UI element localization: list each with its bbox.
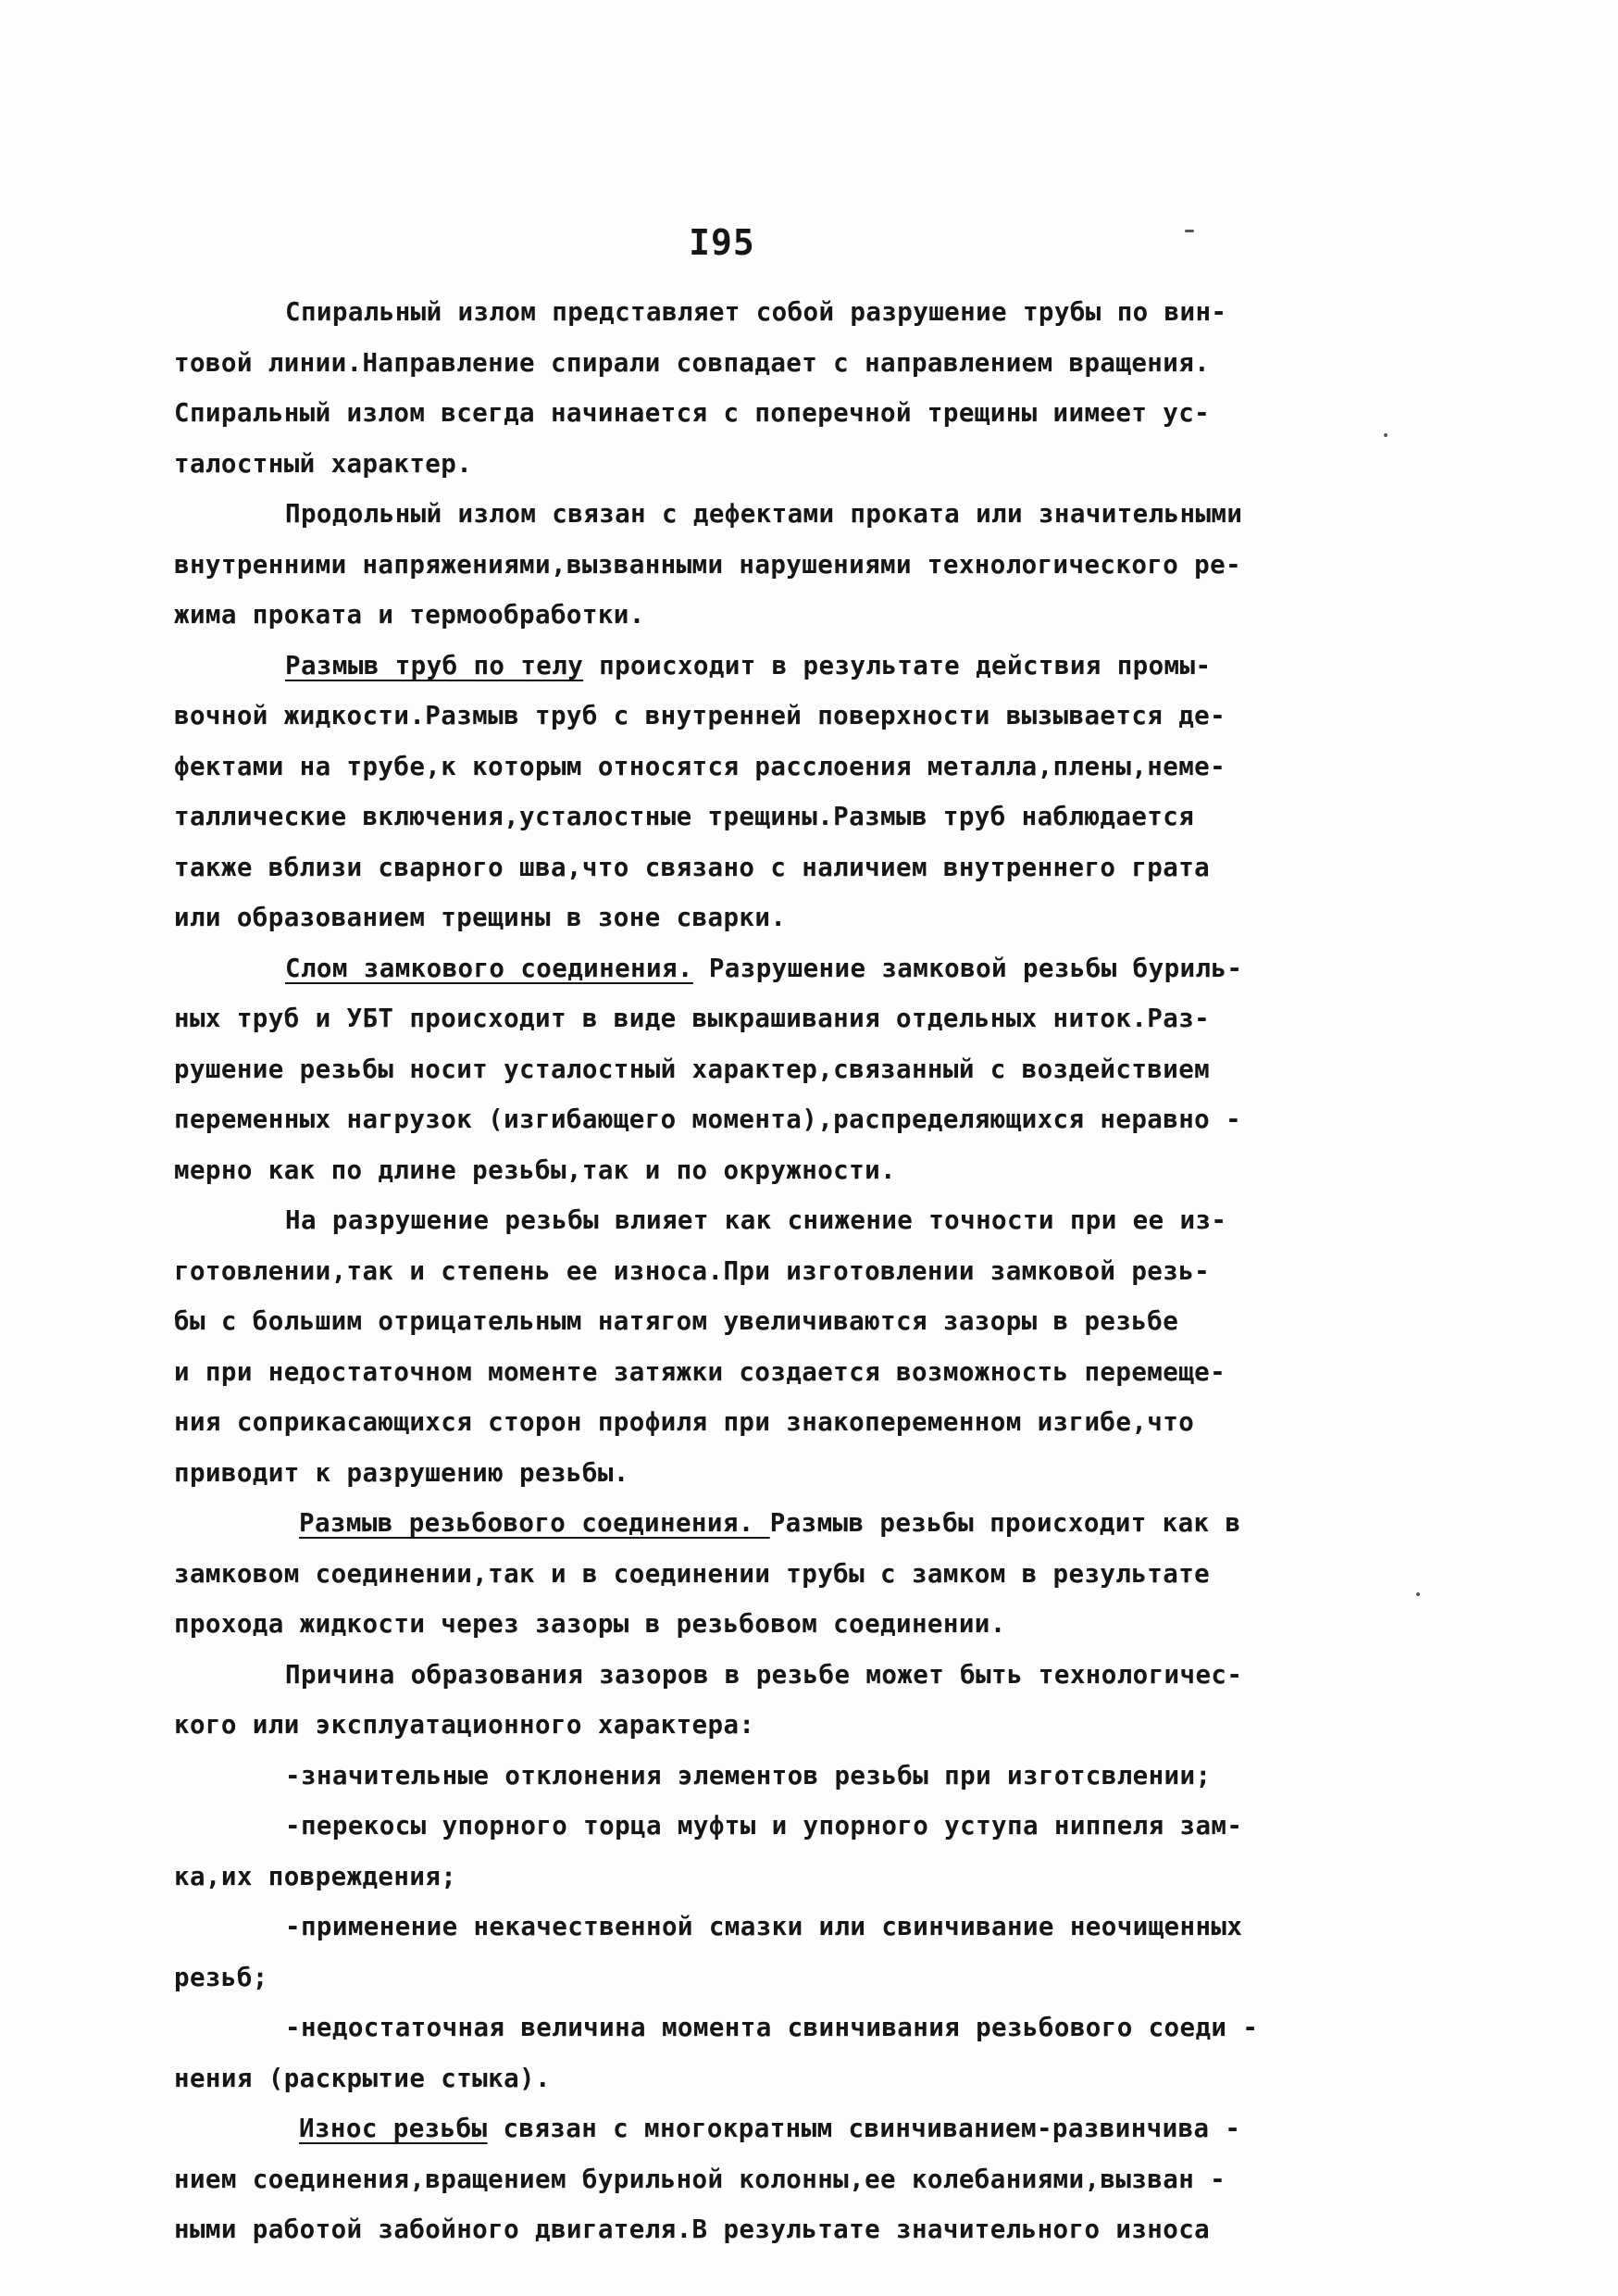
underlined-heading: Износ резьбы — [299, 2114, 488, 2143]
text-segment: Разрушение замковой резьбы буриль- — [692, 953, 1243, 983]
page-number: I95 — [689, 222, 755, 263]
underlined-heading: Размыв труб по телу — [285, 650, 584, 680]
text-line — [174, 1347, 1433, 1398]
text-line — [174, 1448, 1433, 1499]
text-line — [174, 993, 1433, 1044]
text-line — [174, 590, 1433, 641]
text-segment: прохода жидкости через зазоры в резьбовом соединении. — [174, 1609, 1006, 1639]
text-segment: ными работой забойного двигателя.В результате значительного износа — [174, 2215, 1211, 2244]
text-segment: готовлении,так и степень ее износа.При изготовлении замковой резь- — [174, 1255, 1211, 1286]
text-segment: ния соприкасающихся сторон профиля при знакопеременном изгибе,что — [174, 1407, 1195, 1437]
text-segment: также вблизи сварного шва,что связано с наличием внутреннего грата — [174, 852, 1211, 882]
text-line — [174, 1953, 1433, 2003]
text-line — [174, 1195, 1433, 1246]
text-segment: кого или эксплуатационного характера: — [174, 1710, 755, 1740]
text-line — [174, 1650, 1433, 1701]
text-line — [174, 439, 1433, 490]
text-line — [174, 2204, 1433, 2255]
text-line — [174, 2003, 1433, 2053]
text-line — [174, 1549, 1433, 1600]
text-line — [174, 1296, 1433, 1347]
scan-speck — [1185, 230, 1194, 232]
text-line — [174, 2154, 1433, 2205]
text-segment: нием соединения,вращением бурильной колонны,ее колебаниями,вызван - — [174, 2164, 1226, 2194]
text-segment: ка,их повреждения; — [174, 1861, 457, 1891]
text-line — [174, 1246, 1433, 1297]
text-segment: -перекосы упорного торца муфты и упорного уступа ниппеля зам- — [285, 1811, 1243, 1841]
text-line — [174, 1902, 1433, 1953]
text-line — [174, 338, 1433, 389]
text-segment: или образованием трещины в зоне сварки. — [174, 903, 787, 932]
text-segment: Спиральный излом представляет собой разрушение трубы по вин- — [285, 297, 1227, 327]
text-segment: связан с многократным свинчиванием-развинчива - — [487, 2114, 1241, 2143]
text-segment: замковом соединении,так и в соединении трубы с замком в результате — [174, 1558, 1211, 1589]
text-segment: фектами на трубе,к которым относятся расслоения металла,плены,неме- — [174, 751, 1226, 781]
text-segment: происходит в результате действия промы- — [583, 650, 1212, 680]
text-segment: Причина образования зазоров в резьбе может быть технологичес- — [285, 1659, 1243, 1690]
text-segment: жима проката и термообработки. — [174, 600, 645, 630]
text-line — [174, 1044, 1433, 1095]
text-line — [174, 1599, 1433, 1650]
scan-speck — [1416, 1592, 1420, 1596]
text-line — [174, 1700, 1433, 1751]
text-line — [174, 1094, 1433, 1145]
text-segment: -применение некачественной смазки или свинчивание неочищенных — [285, 1912, 1243, 1941]
text-segment: Спиральный излом всегда начинается с поперечной трещины иимеет ус- — [174, 398, 1211, 428]
text-line — [174, 1751, 1433, 1802]
text-segment: и при недостаточном моменте затяжки создается возможность перемеще- — [174, 1356, 1226, 1387]
text-segment: талостный характер. — [174, 448, 473, 479]
text-segment: Продольный излом связан с дефектами проката или значительными — [285, 499, 1243, 529]
text-segment: ных труб и УБТ происходит в виде выкрашивания отдельных ниток.Раз- — [174, 1004, 1211, 1033]
text-line — [174, 943, 1433, 994]
text-segment: приводит к разрушению резьбы. — [174, 1457, 629, 1488]
text-line — [174, 691, 1433, 742]
text-line — [174, 1397, 1433, 1448]
text-segment: рушение резьбы носит усталостный характер,связанный с воздействием — [174, 1054, 1211, 1084]
text-line — [174, 1801, 1433, 1852]
text-line — [174, 742, 1433, 792]
text-segment: нения (раскрытие стыка). — [174, 2063, 551, 2093]
text-line — [174, 2103, 1433, 2154]
scan-speck — [1384, 433, 1388, 437]
text-segment: товой линии.Направление спирали совпадает с направлением вращения. — [174, 347, 1211, 378]
text-line — [174, 1852, 1433, 1903]
text-line — [174, 540, 1433, 591]
text-segment: внутренними напряжениями,вызванными нарушениями технологического ре- — [174, 549, 1242, 580]
text-line — [174, 287, 1433, 338]
text-segment: мерно как по длине резьбы,так и по окружности. — [174, 1154, 896, 1185]
text-line — [174, 1498, 1433, 1549]
text-segment: таллические включения,усталостные трещины.Размыв труб наблюдается — [174, 802, 1195, 831]
underlined-heading: Размыв резьбового соединения. — [299, 1508, 770, 1538]
body-text — [174, 287, 1433, 2255]
text-segment: На разрушение резьбы влияет как снижение точности при ее из- — [285, 1205, 1227, 1235]
text-segment: бы с большим отрицательным натягом увеличиваются зазоры в резьбе — [174, 1306, 1179, 1336]
text-segment: резьб; — [174, 1962, 268, 1992]
text-line — [174, 641, 1433, 692]
text-line — [174, 842, 1433, 893]
text-line — [174, 489, 1433, 540]
underlined-heading: Слом замкового соединения. — [285, 953, 693, 983]
text-segment: переменных нагрузок (изгибающего момента),распределяющихся неравно - — [174, 1104, 1242, 1134]
text-segment: вочной жидкости.Размыв труб с внутренней поверхности вызывается де- — [174, 701, 1226, 730]
text-segment: -недостаточная величина момента свинчивания резьбового соеди - — [285, 2013, 1259, 2042]
text-line — [174, 388, 1433, 439]
text-line — [174, 2053, 1433, 2104]
text-line — [174, 1145, 1433, 1196]
text-line — [174, 892, 1433, 943]
text-segment: Размыв резьбы происходит как в — [769, 1508, 1241, 1538]
text-line — [174, 792, 1433, 842]
text-segment: -значительные отклонения элементов резьбы при изготсвлении; — [285, 1760, 1212, 1791]
